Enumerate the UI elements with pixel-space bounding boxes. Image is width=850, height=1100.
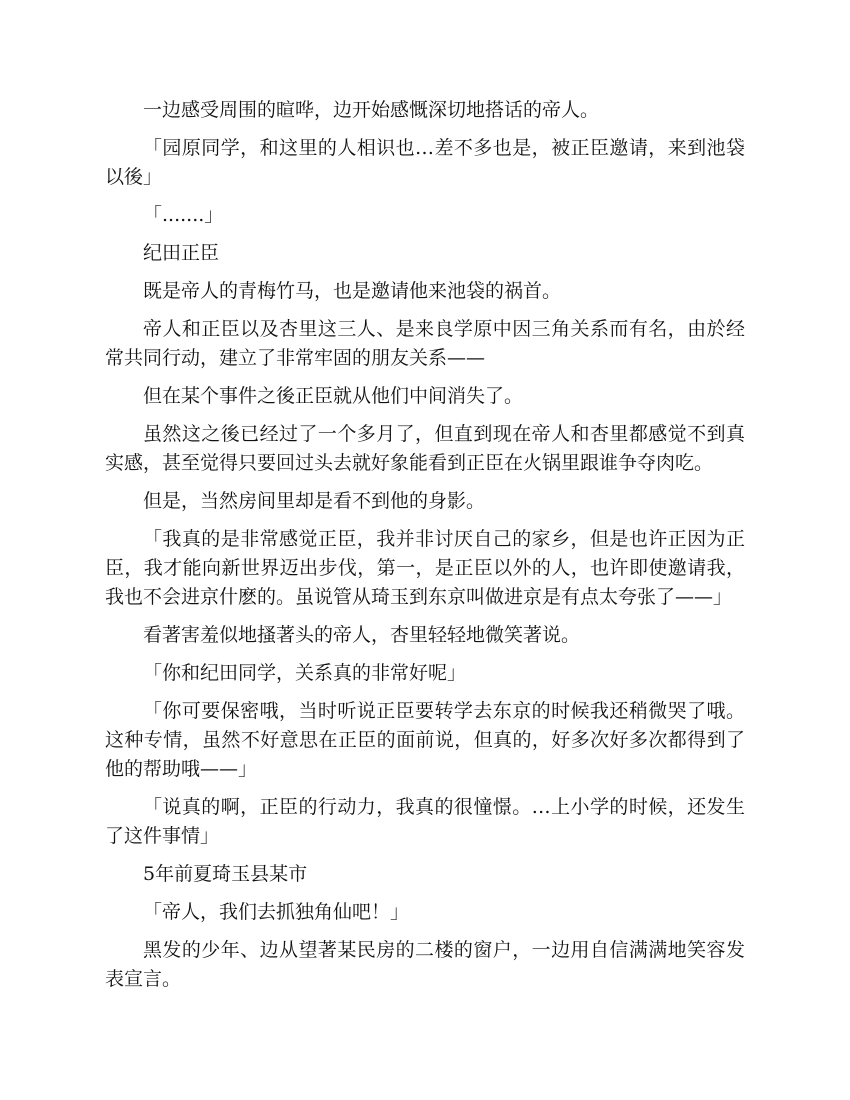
paragraph: 既是帝人的青梅竹马，也是邀请他来池袋的祸首。: [143, 280, 562, 302]
paragraph: 但在某个事件之後正臣就从他们中间消失了。: [143, 385, 524, 407]
paragraph: 纪田正臣: [143, 242, 220, 264]
paragraph: 「帝人，我们去抓独角仙吧！」: [143, 901, 410, 923]
paragraph: 5年前夏琦玉县某市: [143, 863, 308, 885]
document-page: [105, 96, 745, 1003]
paragraph: 黑发的少年、边从望著某民房的二楼的窗户，一边用自信满满地笑容发表宣言。: [105, 939, 745, 990]
paragraph: 「你可要保密哦，当时听说正臣要转学去东京的时候我还稍微哭了哦。这种专情，虽然不好意思在正臣的面前说，但真的，好多次好多次都得到了他的帮助哦——」: [105, 700, 745, 780]
paragraph: 「我真的是非常感觉正臣，我并非讨厌自己的家乡，但是也许正因为正臣，我才能向新世界迈出步伐，第一，是正臣以外的人，也许即使邀请我，我也不会进京什麽的。虽说管从琦玉到东京叫做进京是有点太夸张了——」: [105, 528, 745, 608]
paragraph: 一边感受周围的暄哗，边开始感慨深切地搭话的帝人。: [143, 99, 600, 121]
paragraph: 「说真的啊，正臣的行动力，我真的很憧憬。…上小学的时候，还发生了这件事情」: [105, 796, 745, 847]
paragraph: 看著害羞似地搔著头的帝人，杏里轻轻地微笑著说。: [143, 624, 581, 646]
paragraph: 但是，当然房间里却是看不到他的身影。: [143, 490, 486, 512]
paragraph: 「.......」: [143, 204, 224, 226]
paragraph: 「园原同学，和这里的人相识也…差不多也是，被正臣邀请，来到池袋以後」: [105, 137, 745, 188]
paragraph: 「你和纪田同学，关系真的非常好呢」: [143, 662, 467, 684]
paragraph: 虽然这之後已经过了一个多月了，但直到现在帝人和杏里都感觉不到真实感，甚至觉得只要回过头去就好象能看到正臣在火锅里跟谁争夺肉吃。: [105, 423, 745, 474]
paragraph: 帝人和正臣以及杏里这三人、是来良学原中因三角关系而有名，由於经常共同行动，建立了非常牢固的朋友关系——: [105, 318, 745, 369]
